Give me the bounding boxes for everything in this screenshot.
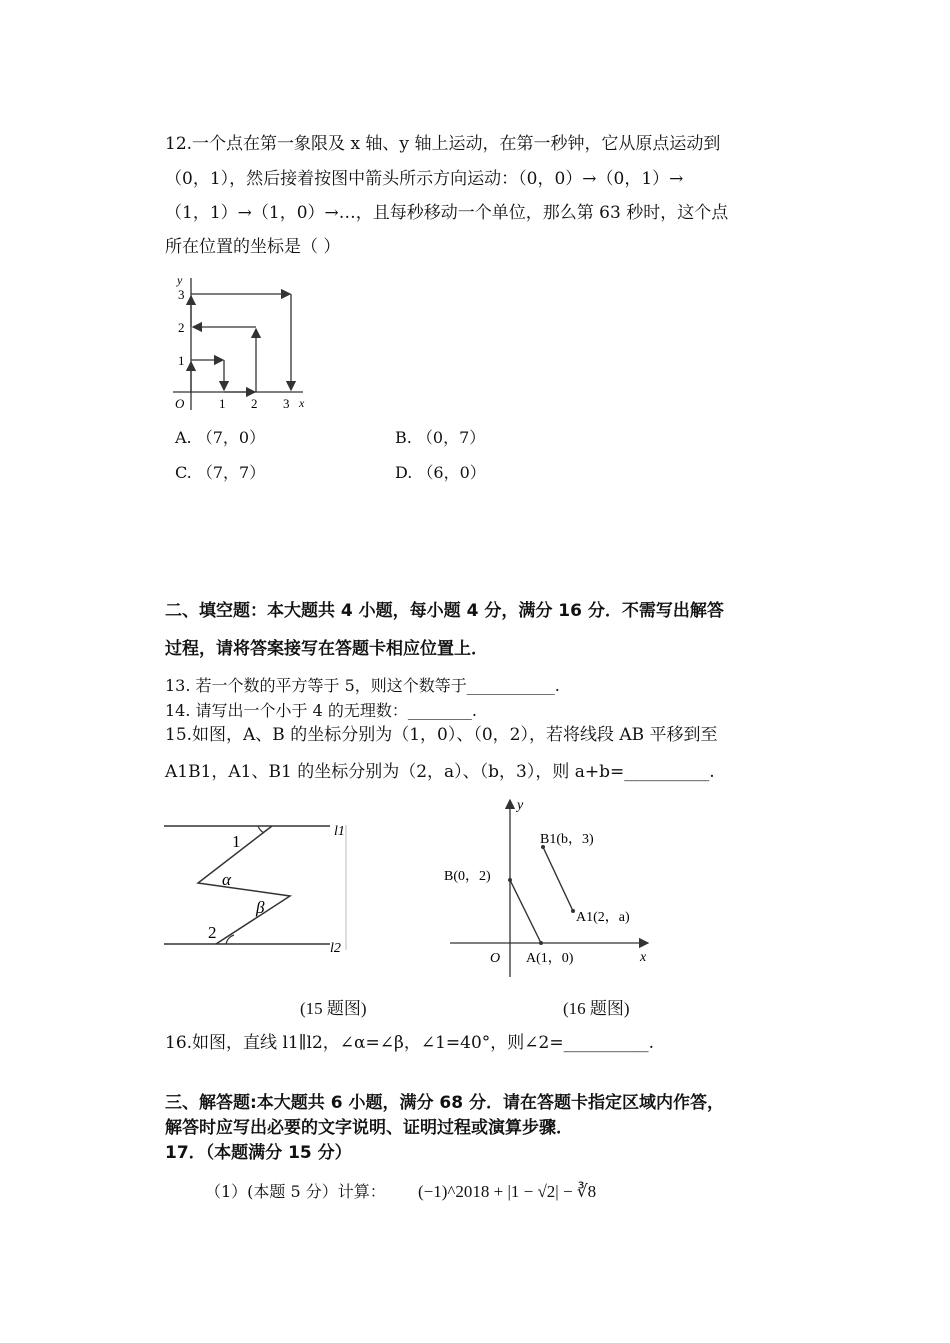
q12-fig-tick-y3: 3 [178,287,185,302]
q12-fig-tick-y2: 2 [178,320,185,335]
q17-part1-label: （1）(本题 5 分）计算： [205,1182,386,1201]
q14-text: 14. 请写出一个小于 4 的无理数：________. [165,701,477,720]
q12-fig-tick-y1: 1 [178,353,185,368]
fig16-origin: O [490,951,501,966]
fig16-axis-y: y [517,798,524,813]
q12-line-1: 12.一个点在第一象限及 x 轴、y 轴上运动，在第一秒钟，它从原点运动到 [165,134,721,154]
fig16-point-b: B(0，2) [444,869,491,884]
section3-heading-2: 解答时应写出必要的文字说明、证明过程或演算步骤． [165,1118,573,1138]
q17-title: 17．（本题满分 15 分） [165,1143,352,1163]
q12-line-3: （1，1）→（1，0）→…，且每秒移动一个单位，那么第 63 秒时，这个点 [165,203,729,223]
caption-fig16: (16 题图) [563,999,630,1018]
q12-fig-x: x [299,396,305,410]
q12-option-d: D. （6，0） [395,463,486,482]
section3-heading-1: 三、解答题:本大题共 6 小题，满分 68 分．请在答题卡指定区域内作答， [165,1093,724,1113]
fig15-label-2: 2 [208,923,217,942]
fig15-label-beta: β [256,898,265,917]
q15-line-1: 15.如图，A、B 的坐标分别为（1，0）、（0，2），若将线段 AB 平移到至 [165,725,718,745]
fig15-parallel-lines [160,815,360,965]
q12-option-a: A. （7，0） [175,428,266,447]
section2-heading-2: 过程，请将答案接写在答题卡相应位置上． [165,639,488,659]
fig15-label-l2: l2 [330,941,341,956]
fig15-label-l1: l1 [334,824,345,839]
q15-line-2: A1B1，A1、B1 的坐标分别为（2，a）、（b，3），则 a+b=__________. [165,762,715,782]
fig16-point-a: A(1，0) [526,951,574,966]
q12-line-2: （0，1），然后接着按图中箭头所示方向运动：（0，0）→（0，1）→ [165,169,684,189]
q12-fig-tick-x2: 2 [251,396,258,411]
q12-option-b: B. （0，7） [395,428,486,447]
fig15-label-1: 1 [232,832,241,851]
q17-part1-expression: (−1)^2018 + |1 − √2| − ∛8 [418,1182,597,1201]
fig16-axis-x: x [640,950,647,965]
q12-figure [165,270,315,415]
q12-fig-o: O [175,396,185,411]
fig16-point-b1: B1(b，3) [540,832,594,847]
q16-text: 16.如图，直线 l1∥l2，∠α=∠β，∠1=40°，则∠2=__________. [165,1033,654,1053]
section2-heading-1: 二、填空题：本大题共 4 小题，每小题 4 分，满分 16 分．不需写出解答 [165,601,724,621]
caption-fig15: (15 题图) [300,999,367,1018]
q12-fig-tick-x1: 1 [219,396,226,411]
q12-fig-y: y [177,273,183,287]
fig15-label-alpha: α [222,870,231,889]
q12-fig-tick-x3: 3 [283,396,290,411]
q13-text: 13. 若一个数的平方等于 5，则这个数等于___________. [165,676,560,695]
q12-option-c: C. （7，7） [175,463,266,482]
q12-line-4: 所在位置的坐标是（ ） [165,237,341,257]
fig16-point-a1: A1(2，a) [576,910,630,925]
fig16-coordinate-figure [440,795,652,980]
